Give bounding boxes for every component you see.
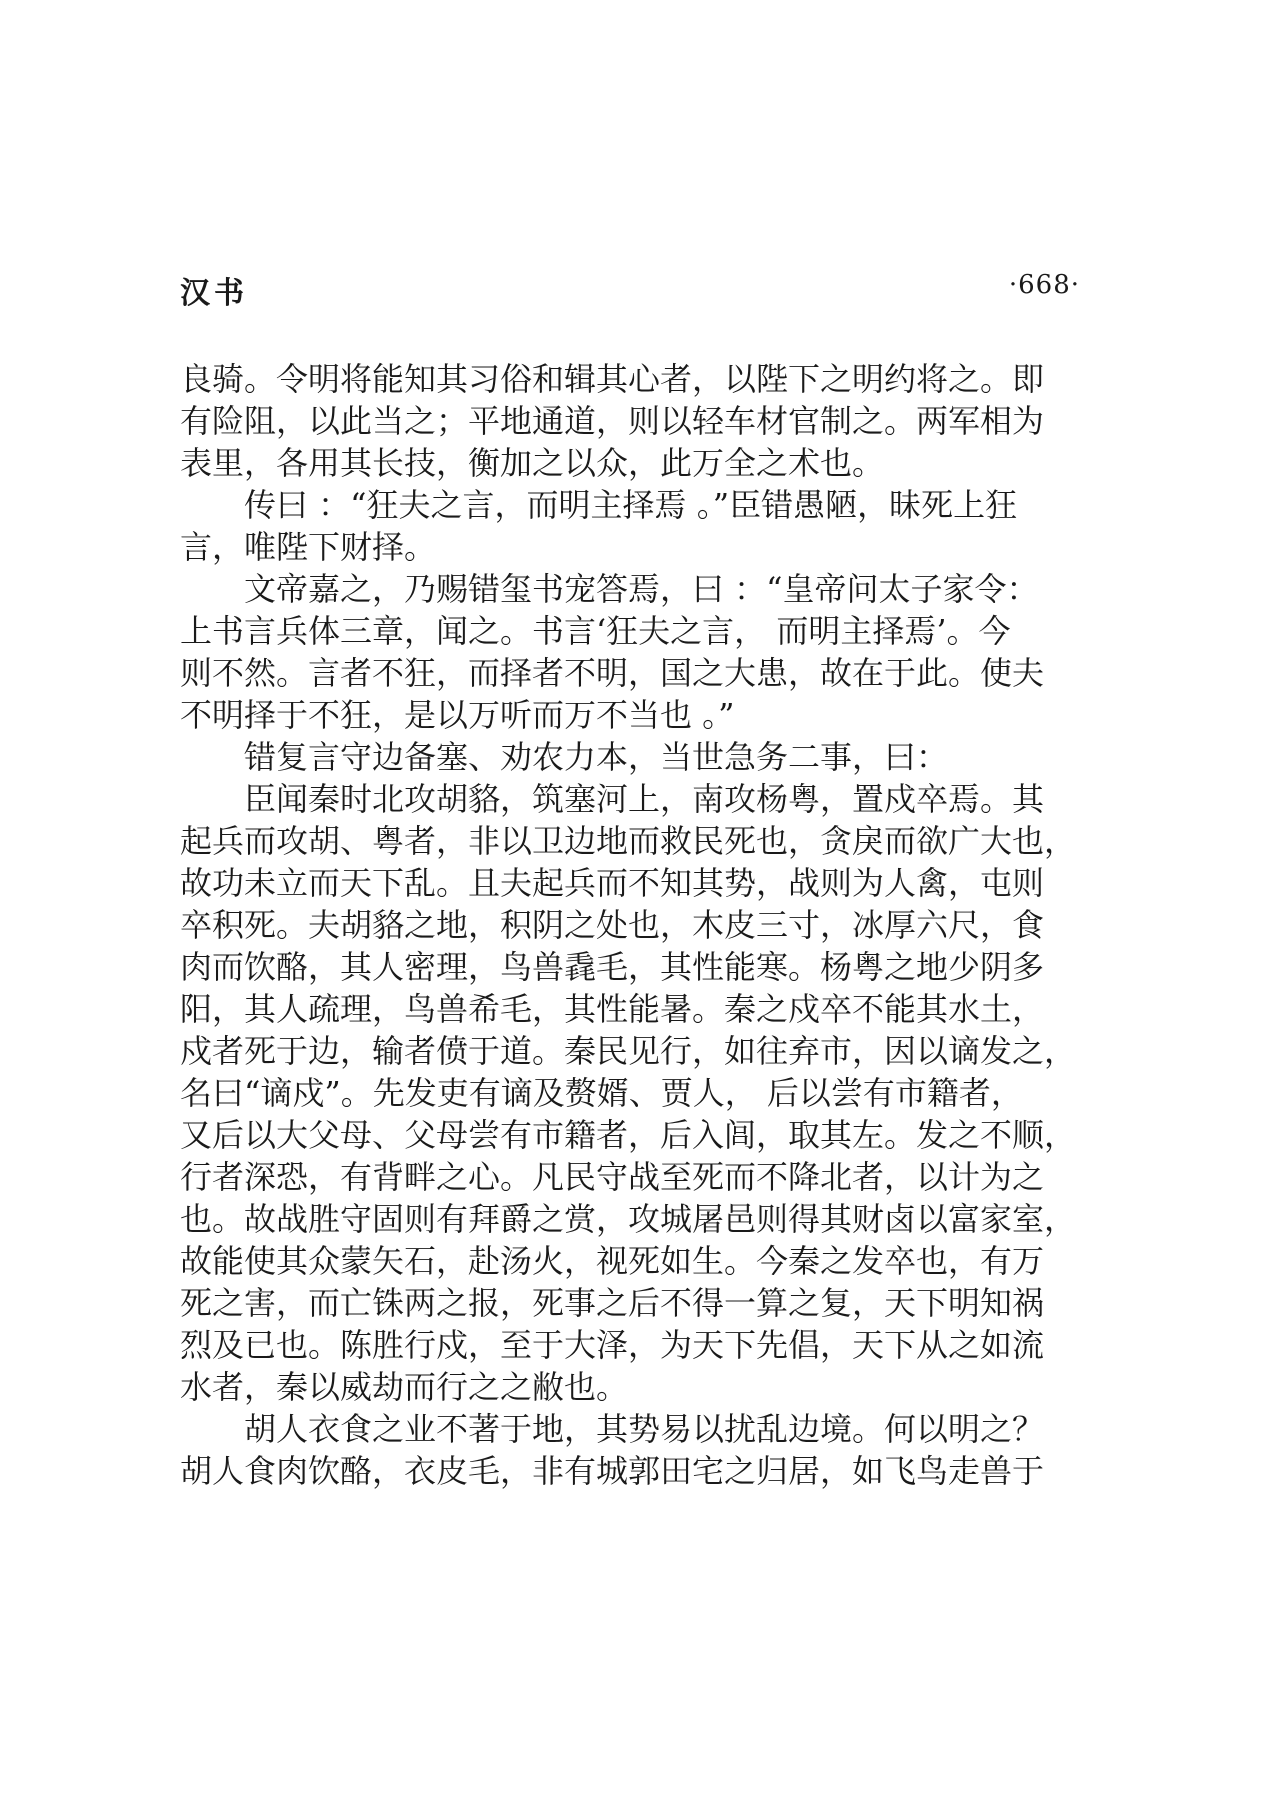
text-line: 错复言守边备塞、劝农力本，当世急务二事，曰：: [244, 738, 949, 776]
text-line: 行者深恐，有背畔之心。凡民守战至死而不降北者，以计为之: [180, 1158, 1045, 1196]
text-line: 故能使其众蒙矢石，赴汤火，视死如生。今秦之发卒也，有万: [180, 1242, 1045, 1280]
book-title: 汉书: [180, 276, 248, 311]
text-line: 名曰“谪戍”。先发吏有谪及赘婿、贾人， 后以尝有市籍者，: [180, 1074, 1023, 1112]
text-line: 起兵而攻胡、粤者，非以卫边地而救民死也，贪戾而欲广大也，: [180, 822, 1077, 860]
text-line: 故功未立而天下乱。且夫起兵而不知其势，战则为人禽，屯则: [180, 864, 1045, 902]
text-line: 戍者死于边，输者偾于道。秦民见行，如往弃市，因以谪发之，: [180, 1032, 1077, 1070]
text-line: 胡人衣食之业不著于地，其势易以扰乱边境。何以明之？: [244, 1410, 1045, 1448]
text-line: 水者，秦以威劫而行之之敝也。: [180, 1368, 629, 1406]
text-line: 烈及已也。陈胜行戍，至于大泽，为天下先倡，天下从之如流: [180, 1326, 1045, 1364]
text-line: 臣闻秦时北攻胡貉，筑塞河上，南攻杨粤，置戍卒焉。其: [244, 780, 1045, 818]
text-line: 死之害，而亡铢两之报，死事之后不得一算之复，天下明知祸: [180, 1284, 1045, 1322]
text-line: 则不然。言者不狂，而择者不明，国之大患，故在于此。使夫: [180, 654, 1045, 692]
text-line: 上书言兵体三章，闻之。书言‘狂夫之言， 而明主择焉’。今: [180, 612, 1011, 650]
text-line: 阳，其人疏理，鸟兽希毛，其性能暑。秦之戍卒不能其水土，: [180, 990, 1045, 1028]
text-line: 又后以大父母、父母尝有市籍者，后入闾，取其左。发之不顺，: [180, 1116, 1077, 1154]
text-line: 卒积死。夫胡貉之地，积阴之处也，木皮三寸，冰厚六尺，食: [180, 906, 1045, 944]
text-line: 肉而饮酪，其人密理，鸟兽毳毛，其性能寒。杨粤之地少阴多: [180, 948, 1045, 986]
running-header: [180, 268, 1080, 311]
text-line: 也。故战胜守固则有拜爵之赏，攻城屠邑则得其财卤以富家室，: [180, 1200, 1077, 1238]
body-text: [180, 358, 1080, 1492]
text-line: 胡人食肉饮酪，衣皮毛，非有城郭田宅之归居，如飞鸟走兽于: [180, 1452, 1045, 1490]
text-line: 文帝嘉之，乃赐错玺书宠答焉，曰 ：“皇帝问太子家令：: [244, 570, 1039, 608]
text-line: 传曰 ：“狂夫之言，而明主择焉 。”臣错愚陋，昧死上狂: [244, 486, 1018, 524]
text-line: 良骑。令明将能知其习俗和辑其心者，以陛下之明约将之。即: [180, 360, 1045, 398]
text-line: 表里，各用其长技，衡加之以众，此万全之术也。: [180, 444, 885, 482]
text-line: 有险阻，以此当之；平地通道，则以轻车材官制之。两军相为: [180, 402, 1045, 440]
text-line: 言，唯陛下财择。: [180, 528, 437, 566]
page-number: ·668·: [1008, 270, 1080, 300]
text-line: 不明择于不狂，是以万听而万不当也 。”: [180, 696, 735, 734]
